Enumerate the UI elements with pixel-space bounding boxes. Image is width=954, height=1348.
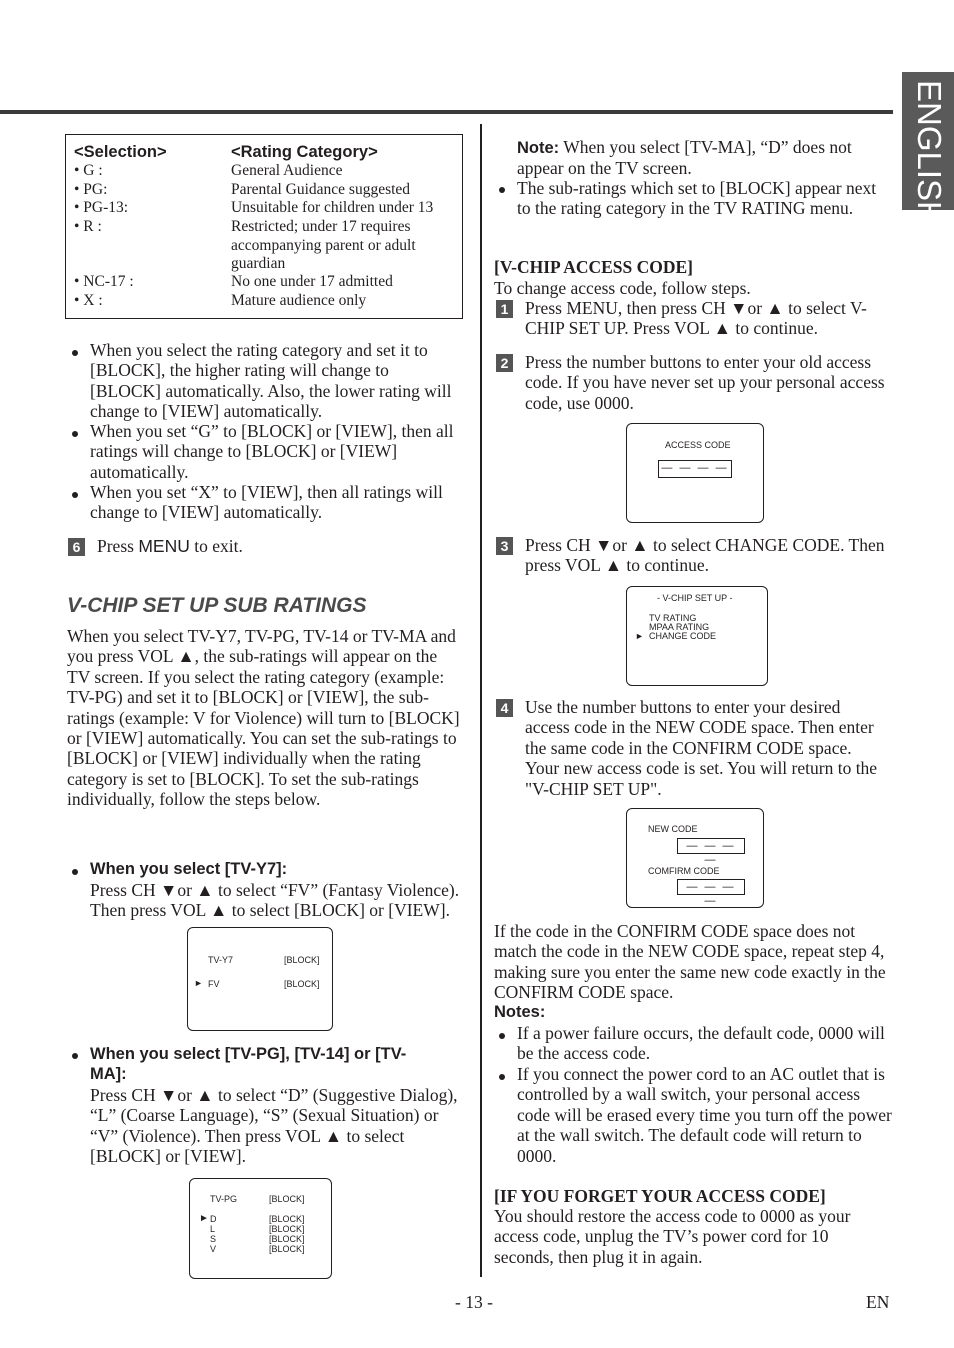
screen-label: V	[210, 1244, 217, 1254]
table-row-sel: • G :	[74, 162, 103, 179]
forget-code-heading: [IF YOU FORGET YOUR ACCESS CODE]	[494, 1186, 826, 1206]
table-row-cat: Restricted; under 17 requires accompanying parent or adult guardian	[231, 218, 416, 272]
step-text: Press the number buttons to enter your old access code. If you have never set up your personal access code, use 0000.	[525, 352, 885, 413]
notes-heading: Notes:	[494, 1003, 546, 1021]
tv-screen-new-code	[626, 808, 764, 908]
list-item: When you set “G” to [BLOCK] or [VIEW], then all ratings will change to [BLOCK] or [VIEW] automatically.	[90, 421, 454, 482]
tv-screen-pg	[189, 1178, 332, 1279]
cursor-arrow-icon: ►	[199, 1213, 209, 1224]
table-header-category: <Rating Category>	[231, 143, 378, 161]
screen-value: [BLOCK]	[284, 955, 320, 965]
table-row-sel: • PG-13:	[74, 199, 129, 216]
screen-value: [BLOCK]	[269, 1194, 305, 1204]
screen-label: FV	[208, 979, 220, 989]
tv-screen-vchip-setup	[626, 586, 768, 686]
access-code-intro: To change access code, follow steps.	[494, 278, 751, 298]
menu-item: CHANGE CODE	[649, 631, 717, 641]
table-header-selection: <Selection>	[74, 143, 167, 161]
screen-label: NEW CODE	[648, 824, 698, 834]
step-text: Press MENU to exit.	[97, 536, 243, 556]
step-text: Press MENU, then press CH ▼or ▲ to select V-CHIP SET UP. Press VOL ▲ to continue.	[525, 298, 867, 339]
step-number: 1	[496, 300, 513, 318]
menu-item: TV RATING	[649, 613, 697, 623]
bullet-dot	[72, 1053, 78, 1059]
screen-label: COMFIRM CODE	[648, 866, 720, 876]
screen-title: - V-CHIP SET UP -	[657, 593, 733, 603]
step-number: 4	[496, 699, 513, 717]
screen-value: [BLOCK]	[269, 1234, 305, 1244]
screen-label: D	[210, 1214, 217, 1224]
y7-instructions: Press CH ▼or ▲ to select “FV” (Fantasy Violence). Then press VOL ▲ to select [BLOCK] or [VIEW].	[90, 880, 460, 921]
bullet-dot	[72, 869, 78, 875]
note: Note: When you select [TV-MA], “D” does not appear on the TV screen.	[517, 137, 852, 179]
bullet-dot	[499, 1033, 505, 1039]
tv-screen-y7	[187, 927, 333, 1031]
step-number: 2	[496, 354, 513, 372]
top-rule	[0, 110, 893, 114]
screen-value: [BLOCK]	[269, 1224, 305, 1234]
new-code-field: — — — —	[677, 838, 745, 854]
cursor-arrow-icon: ►	[194, 978, 203, 988]
table-row-sel: • R :	[74, 218, 102, 235]
screen-label: L	[210, 1224, 216, 1234]
screen-label: S	[210, 1234, 217, 1244]
table-row-sel: • PG:	[74, 181, 108, 198]
table-row-cat: Mature audience only	[231, 292, 367, 309]
subheading-pg: When you select [TV-PG], [TV-14] or [TV-MA]:	[90, 1045, 407, 1083]
screen-label: ACCESS CODE	[665, 440, 731, 450]
access-code-field: — — — —	[658, 460, 732, 478]
screen-value: [BLOCK]	[284, 979, 320, 989]
menu-item: MPAA RATING	[649, 622, 710, 632]
section-heading: V-CHIP SET UP SUB RATINGS	[67, 594, 367, 617]
rating-table	[65, 134, 463, 319]
language-tab: ENGLISH	[902, 72, 954, 210]
table-row-cat: General Audience	[231, 162, 343, 179]
table-row-sel: • NC-17 :	[74, 273, 134, 290]
bullet-dot	[72, 431, 78, 437]
step-text: Use the number buttons to enter your desired access code in the NEW CODE space. Then enter the same code in the CONFIRM CODE space. Your new access code is set. You will return to the "V-CHIP SET UP".	[525, 697, 878, 799]
table-row-cat: No one under 17 admitted	[231, 273, 393, 290]
screen-value: [BLOCK]	[269, 1214, 305, 1224]
confirm-code-field: — — — —	[677, 879, 745, 895]
note-item: If you connect the power cord to an AC outlet that is controlled by a wall switch, your personal access code will be erased every time you turn off the power at the wall switch. The default code will return to 0000.	[517, 1064, 892, 1166]
step-text: Press CH ▼or ▲ to select CHANGE CODE. Then press VOL ▲ to continue.	[525, 535, 885, 576]
screen-label: TV-Y7	[208, 955, 234, 965]
step-number: 6	[68, 538, 85, 556]
cursor-arrow-icon: ►	[635, 631, 644, 641]
section-paragraph: When you select TV-Y7, TV-PG, TV-14 or TV-MA and you press VOL ▲, the sub-ratings will appear on the TV screen. If you select the rating category (example: TV-PG) and set it to [BLOCK] or [VIEW], the sub-ratings (example: V for Violence) will turn to [BLOCK] or [VIEW] automatically. You can set the sub-ratings to [BLOCK] or [VIEW] individually when the rating category is set to [BLOCK]. To set the sub-ratings individually, follow the steps below.	[67, 626, 460, 810]
bullet-dot	[499, 187, 505, 193]
bullet-dot	[499, 1074, 505, 1080]
footer-lang: EN	[866, 1292, 890, 1312]
screen-value: [BLOCK]	[269, 1244, 305, 1254]
forget-code-text: You should restore the access code to 0000 as your access code, unplug the TV’s power cord for 10 seconds, then plug it in again.	[494, 1206, 851, 1267]
step-number: 3	[496, 537, 513, 555]
screen-label: TV-PG	[210, 1194, 238, 1204]
tv-screen-access-code	[626, 423, 764, 523]
bullet-dot	[72, 492, 78, 498]
page-number: - 13 -	[455, 1292, 493, 1312]
bullet-dot	[72, 350, 78, 356]
note-item: If a power failure occurs, the default code, 0000 will be the access code.	[517, 1023, 885, 1064]
mismatch-text: If the code in the CONFIRM CODE space does not match the code in the NEW CODE space, repeat step 4, making sure you enter the same new code exactly in the CONFIRM CODE space.	[494, 921, 886, 1003]
list-item: When you set “X” to [VIEW], then all ratings will change to [VIEW] automatically.	[90, 482, 443, 523]
note-bullet: The sub-ratings which set to [BLOCK] appear next to the rating category in the TV RATING menu.	[517, 178, 877, 219]
access-code-heading: [V-CHIP ACCESS CODE]	[494, 257, 694, 277]
table-row-sel: • X :	[74, 292, 103, 309]
subheading-y7: When you select [TV-Y7]:	[90, 860, 288, 878]
table-row-cat: Parental Guidance suggested	[231, 181, 411, 198]
pg-instructions: Press CH ▼or ▲ to select “D” (Suggestive Dialog), “L” (Coarse Language), “S” (Sexual Situation) or “V” (Violence). Then press VOL ▲ to select [BLOCK] or [VIEW].	[90, 1085, 458, 1167]
list-item: When you select the rating category and set it to [BLOCK], the higher rating will change to [BLOCK] automatically. Also, the lower rating will change to [VIEW] automatically.	[90, 340, 452, 422]
column-divider	[480, 124, 482, 1277]
table-row-cat: Unsuitable for children under 13	[231, 199, 434, 216]
